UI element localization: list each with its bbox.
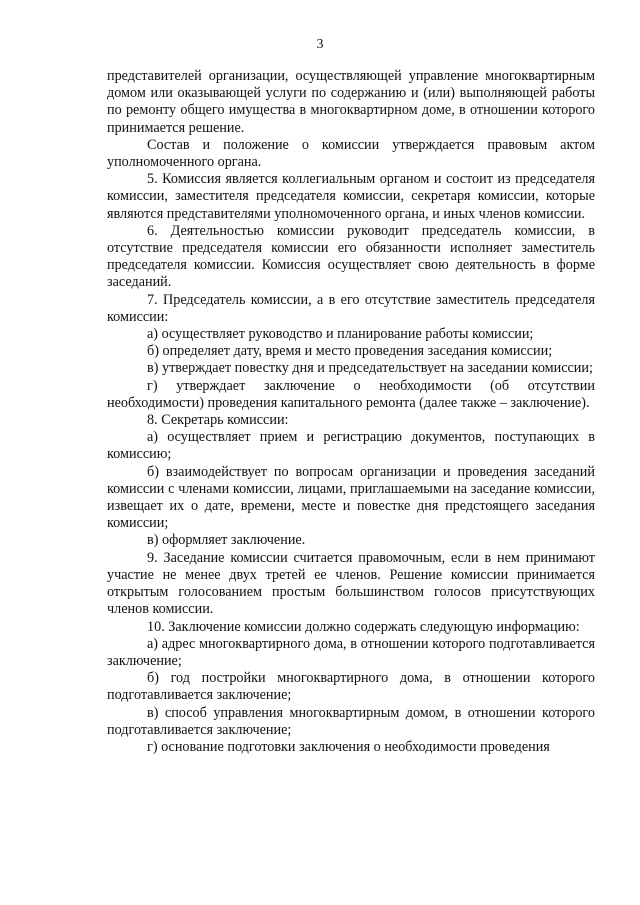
paragraph: 8. Секретарь комиссии: (147, 412, 289, 429)
paragraph: г) основание подготовки заключения о необходимости проведения (147, 738, 550, 755)
paragraph: б) определяет дату, время и место проведения заседания комиссии; (147, 343, 553, 360)
paragraph: а) адрес многоквартирного дома, в отношении которого подготавливается заключение; (107, 635, 595, 669)
paragraph: а) осуществляет руководство и планирование работы комиссии; (147, 326, 534, 343)
document-body (107, 68, 595, 756)
paragraph: 6. Деятельностью комиссии руководит председатель комиссии, в отсутствие председателя комиссии его обязанности исполняет заместитель председателя комиссии. Комиссия осуществляет свою деятельность в форме заседаний. (107, 222, 595, 291)
paragraph: б) взаимодействует по вопросам организации и проведения заседаний комиссии с членами комиссии, лицами, приглашаемыми на заседание комиссии, извещает их о дате, времени, месте и повестке дня предстоящего заседания комиссии; (107, 463, 595, 532)
paragraph: в) способ управления многоквартирным домом, в отношении которого подготавливается заключение; (107, 704, 595, 738)
paragraph: Состав и положение о комиссии утверждается правовым актом уполномоченного органа. (107, 136, 595, 171)
paragraph: 7. Председатель комиссии, а в его отсутствие заместитель председателя комиссии: (107, 291, 595, 325)
paragraph: в) утверждает повестку дня и председательствует на заседании комиссии; (147, 360, 593, 377)
paragraph: г) утверждает заключение о необходимости (об отсутствии необходимости) проведения капитального ремонта (далее также – заключение). (107, 377, 595, 411)
paragraph: 5. Комиссия является коллегиальным органом и состоит из председателя комиссии, заместителя председателя комиссии, секретаря комиссии, которые являются представителями уполномоченного органа, и иных членов комиссии. (107, 171, 595, 222)
paragraph: а) осуществляет прием и регистрацию документов, поступающих в комиссию; (107, 429, 595, 463)
paragraph: представителей организации, осуществляющей управление многоквартирным домом или оказывающей услуги по содержанию и (или) выполняющей работы по ремонту общего имущества в многоквартирном доме, в отношении которого принимается решение. (107, 68, 595, 136)
paragraph: 9. Заседание комиссии считается правомочным, если в нем принимают участие не менее двух третей ее членов. Решение комиссии принимается открытым голосованием простым большинством голосов присутствующих членов комиссии. (107, 549, 595, 618)
paragraph: б) год постройки многоквартирного дома, в отношении которого подготавливается заключение; (107, 670, 595, 704)
page-number: 3 (316, 37, 324, 52)
paragraph: 10. Заключение комиссии должно содержать следующую информацию: (147, 618, 580, 635)
paragraph: в) оформляет заключение. (147, 532, 306, 549)
